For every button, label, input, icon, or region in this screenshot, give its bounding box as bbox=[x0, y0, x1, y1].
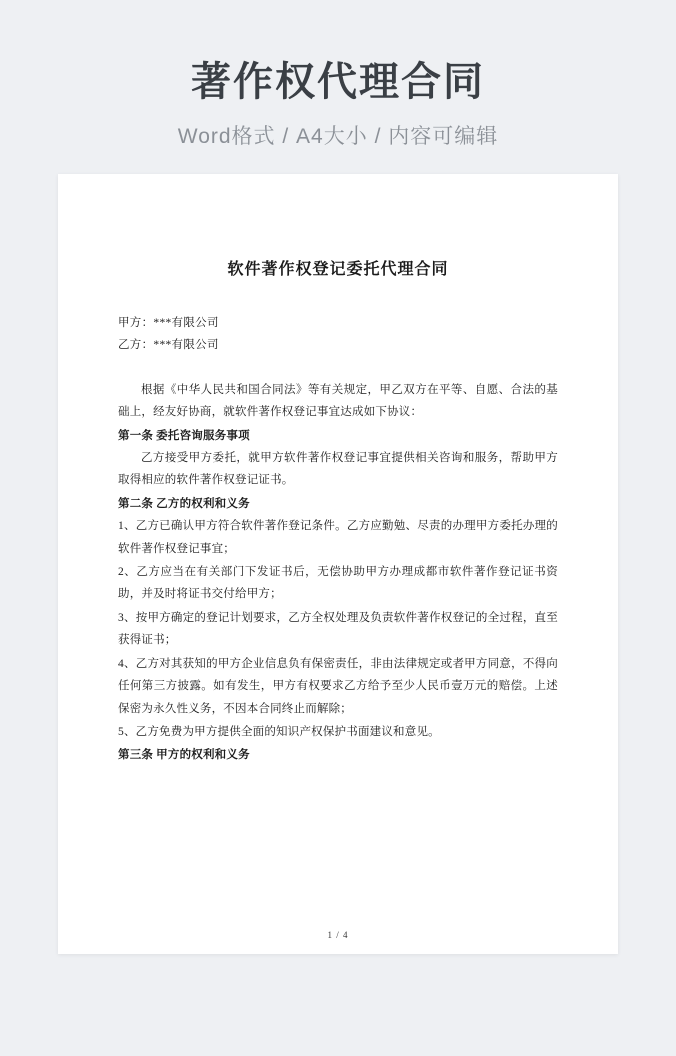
banner bbox=[0, 0, 676, 150]
party-line: 甲方：***有限公司 bbox=[118, 317, 219, 329]
paragraph: 5、乙方免费为甲方提供全面的知识产权保护书面建议和意见。 bbox=[118, 726, 440, 739]
paragraph: 乙方接受甲方委托，就甲方软件著作权登记事宜提供相关咨询和服务，帮助甲方取得相应的软件著作权登记证书。 bbox=[118, 451, 558, 487]
paragraph: 3、按甲方确定的登记计划要求，乙方全权处理及负责软件著作权登记的全过程，直至获得证书； bbox=[118, 611, 558, 647]
paragraph: 根据《中华人民共和国合同法》等有关规定，甲乙双方在平等、自愿、合法的基础上，经友好协商，就软件著作权登记事宜达成如下协议： bbox=[118, 383, 558, 419]
page-number: 1 / 4 bbox=[327, 930, 349, 940]
paragraph: 1、乙方已确认甲方符合软件著作登记条件。乙方应勤勉、尽责的办理甲方委托办理的软件著作权登记事宜； bbox=[118, 520, 558, 555]
banner-title: 著作权代理合同 bbox=[191, 60, 485, 104]
party-block bbox=[118, 313, 558, 357]
party-line: 乙方：***有限公司 bbox=[118, 338, 219, 351]
paragraph: 4、乙方对其获知的甲方企业信息负有保密责任，非由法律规定或者甲方同意，不得向任何第三方披露。如有发生，甲方有权要求乙方给予至少人民币壹万元的赔偿。上述保密为永久性义务，不因本合同终止而解除； bbox=[118, 657, 558, 715]
paragraph: 2、乙方应当在有关部门下发证书后，无偿协助甲方办理成都市软件著作登记证书资助，并及时将证书交付给甲方； bbox=[118, 566, 558, 601]
document-title: 软件著作权登记委托代理合同 bbox=[227, 261, 449, 278]
document-content bbox=[118, 379, 558, 767]
document-sheet bbox=[58, 174, 618, 954]
document-body bbox=[58, 174, 618, 954]
section-heading: 第三条 甲方的权利和义务 bbox=[118, 749, 250, 762]
section-heading: 第一条 委托咨询服务事项 bbox=[118, 429, 250, 442]
section-heading: 第二条 乙方的权利和义务 bbox=[118, 497, 250, 510]
banner-subtitle: Word格式 / A4大小 / 内容可编辑 bbox=[177, 125, 499, 148]
